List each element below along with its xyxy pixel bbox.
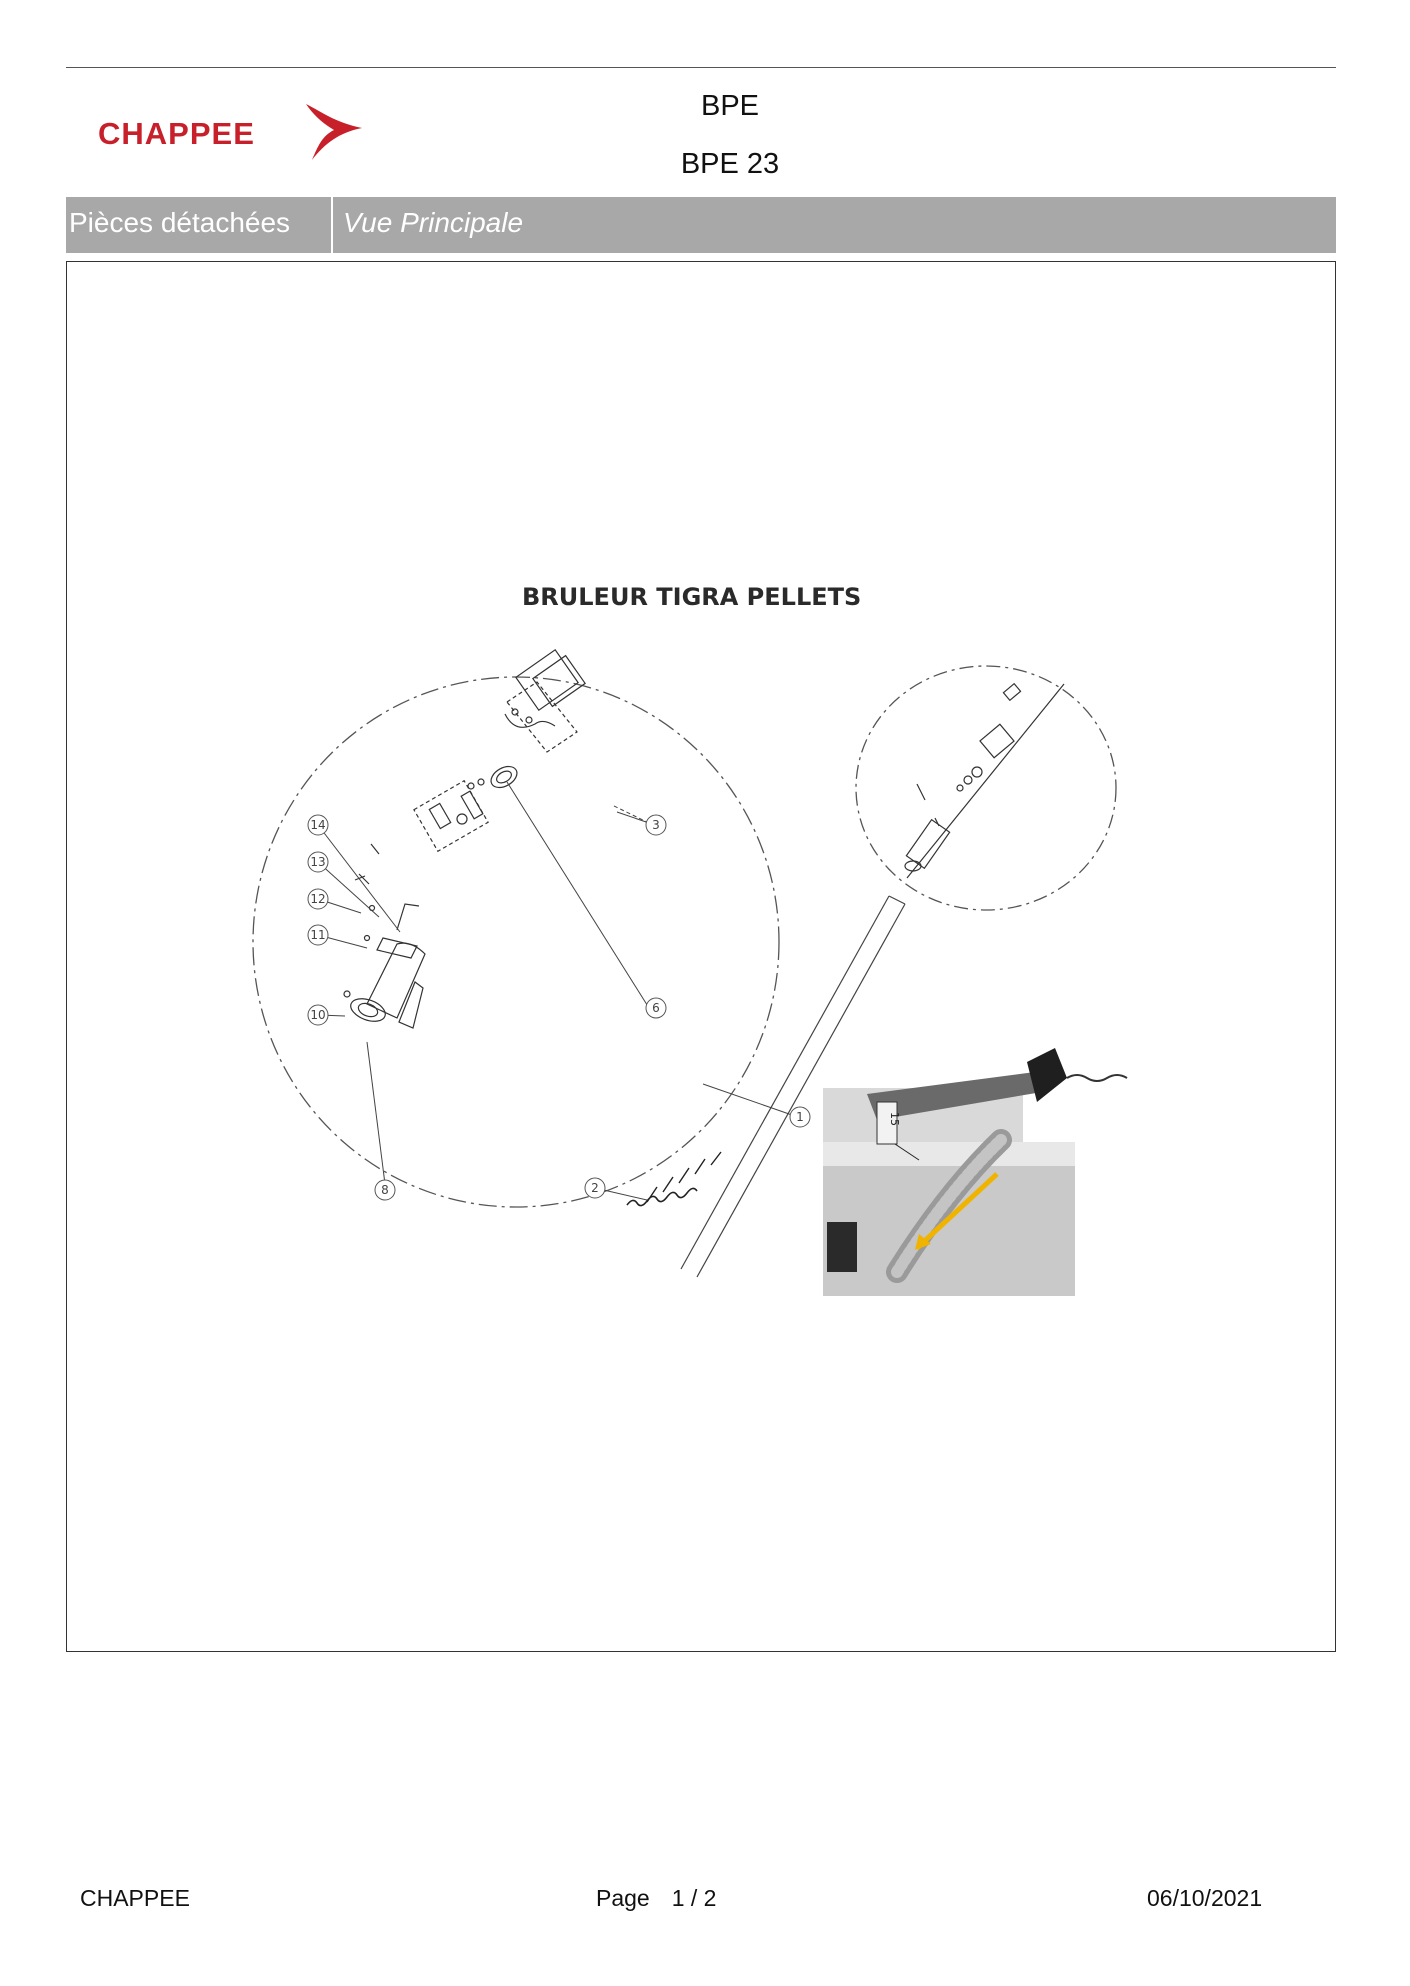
section-label-spare-parts: Pièces détachées xyxy=(66,197,333,253)
callout-3 xyxy=(646,815,666,835)
document-title: BPE xyxy=(700,90,760,122)
document-subtitle: BPE 23 xyxy=(680,148,780,180)
logo-wordmark: CHAPPEE xyxy=(98,116,255,151)
detail-circle-large xyxy=(253,677,779,1207)
section-bar xyxy=(66,197,1336,253)
svg-text:14: 14 xyxy=(310,818,326,832)
callout-13 xyxy=(308,852,328,872)
exploded-view-diagram xyxy=(67,262,1334,1650)
diagram-title: BRULEUR TIGRA PELLETS xyxy=(522,583,862,611)
callout-12 xyxy=(308,889,328,909)
svg-text:3: 3 xyxy=(652,818,660,832)
callout-1 xyxy=(790,1107,810,1127)
footer-page-indicator xyxy=(596,1885,716,1912)
svg-text:11: 11 xyxy=(310,928,326,942)
callout-10 xyxy=(308,1005,328,1025)
callout-11 xyxy=(308,925,328,945)
callout-2 xyxy=(585,1178,605,1198)
callout-8 xyxy=(375,1180,395,1200)
overview-assembly xyxy=(905,684,1064,878)
chappee-logo xyxy=(98,100,368,164)
callout-15: 15 xyxy=(888,1112,901,1126)
spiral-part-2 xyxy=(627,1188,697,1205)
logo-swoosh-icon xyxy=(304,102,364,162)
svg-text:12: 12 xyxy=(310,892,326,906)
header-rule xyxy=(66,67,1336,68)
svg-text:1: 1 xyxy=(796,1110,804,1124)
hose-photo xyxy=(823,1048,1127,1296)
callout-6 xyxy=(646,998,666,1018)
burner-assembly xyxy=(344,650,585,1028)
page-numbers: 1 / 2 xyxy=(671,1885,717,1911)
diagram-frame xyxy=(66,261,1336,1652)
svg-text:6: 6 xyxy=(652,1001,660,1015)
callout-markers xyxy=(308,815,810,1200)
callout-14 xyxy=(308,815,328,835)
svg-text:2: 2 xyxy=(591,1181,599,1195)
detail-circle-small xyxy=(856,666,1116,910)
svg-text:10: 10 xyxy=(310,1008,326,1022)
svg-text:13: 13 xyxy=(310,855,326,869)
page-label: Page xyxy=(596,1885,650,1911)
svg-text:8: 8 xyxy=(381,1183,389,1197)
footer-company: CHAPPEE xyxy=(80,1885,190,1911)
section-label-main-view: Vue Principale xyxy=(343,207,524,238)
footer-date: 06/10/2021 xyxy=(1147,1885,1263,1911)
